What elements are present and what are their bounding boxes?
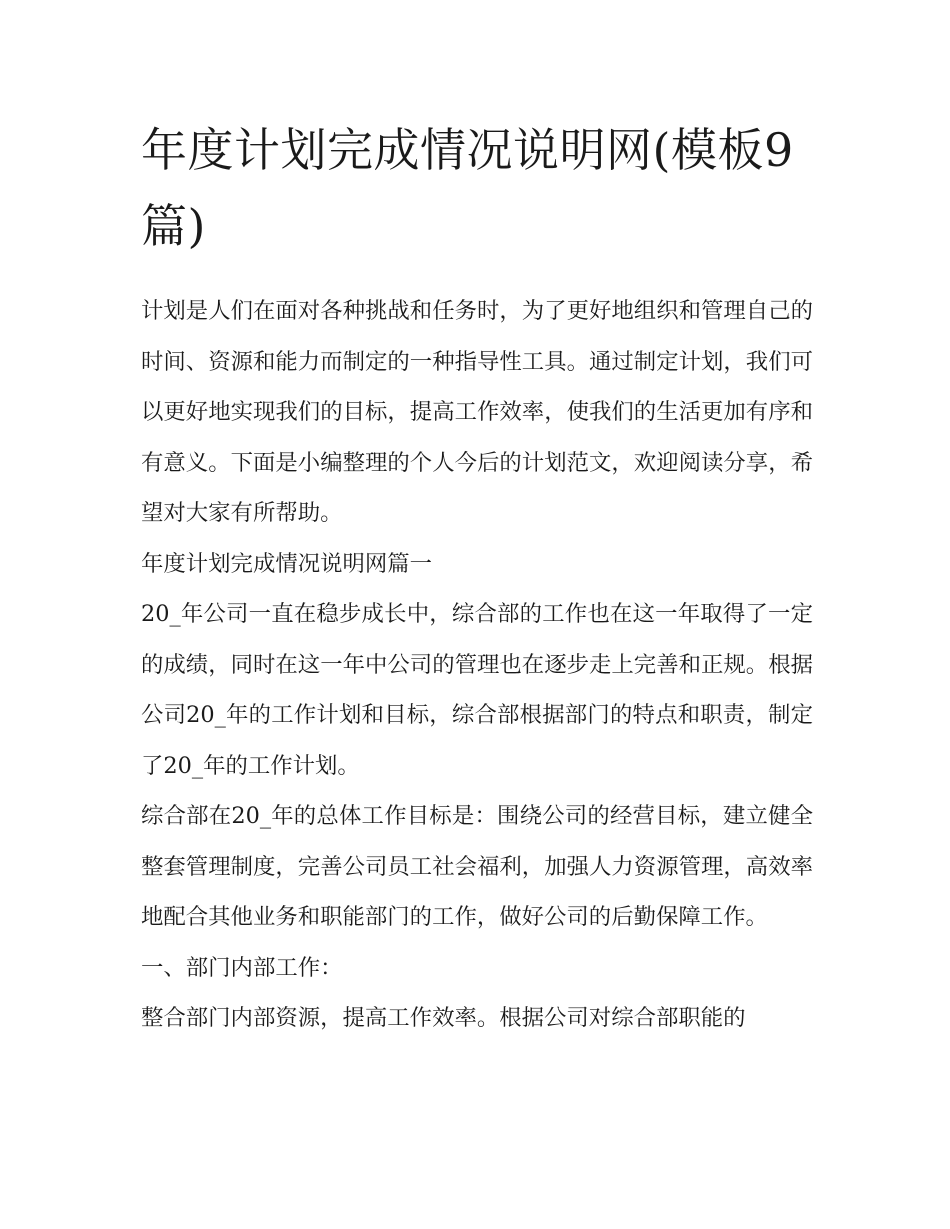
body-paragraph: 20_年公司一直在稳步成长中，综合部的工作也在这一年取得了一定的成绩，同时在这一年中公司的管理也在逐步走上完善和正规。根据公司20_年的工作计划和目标，综合部根据部门的特点和职责，制定了20_年的工作计划。 bbox=[141, 601, 813, 779]
section-heading: 年度计划完成情况说明网篇一 bbox=[141, 550, 433, 577]
subsection-heading: 一、部门内部工作： bbox=[141, 954, 343, 981]
intro-paragraph: 计划是人们在面对各种挑战和任务时，为了更好地组织和管理自己的时间、资源和能力而制定的一种指导性工具。通过制定计划，我们可以更好地实现我们的目标，提高工作效率，使我们的生活更加有序和有意义。下面是小编整理的个人今后的计划范文，欢迎阅读分享，希望对大家有所帮助。 bbox=[141, 298, 813, 526]
document-page bbox=[141, 112, 813, 1044]
document-title: 年度计划完成情况说明网(模板9篇) bbox=[141, 123, 794, 253]
body-paragraph: 综合部在20_年的总体工作目标是：围绕公司的经营目标，建立健全整套管理制度，完善公司员工社会福利，加强人力资源管理，高效率地配合其他业务和职能部门的工作，做好公司的后勤保障工作。 bbox=[141, 803, 813, 930]
document-body bbox=[141, 286, 813, 1044]
body-paragraph: 整合部门内部资源，提高工作效率。根据公司对综合部职能的 bbox=[141, 1005, 746, 1031]
